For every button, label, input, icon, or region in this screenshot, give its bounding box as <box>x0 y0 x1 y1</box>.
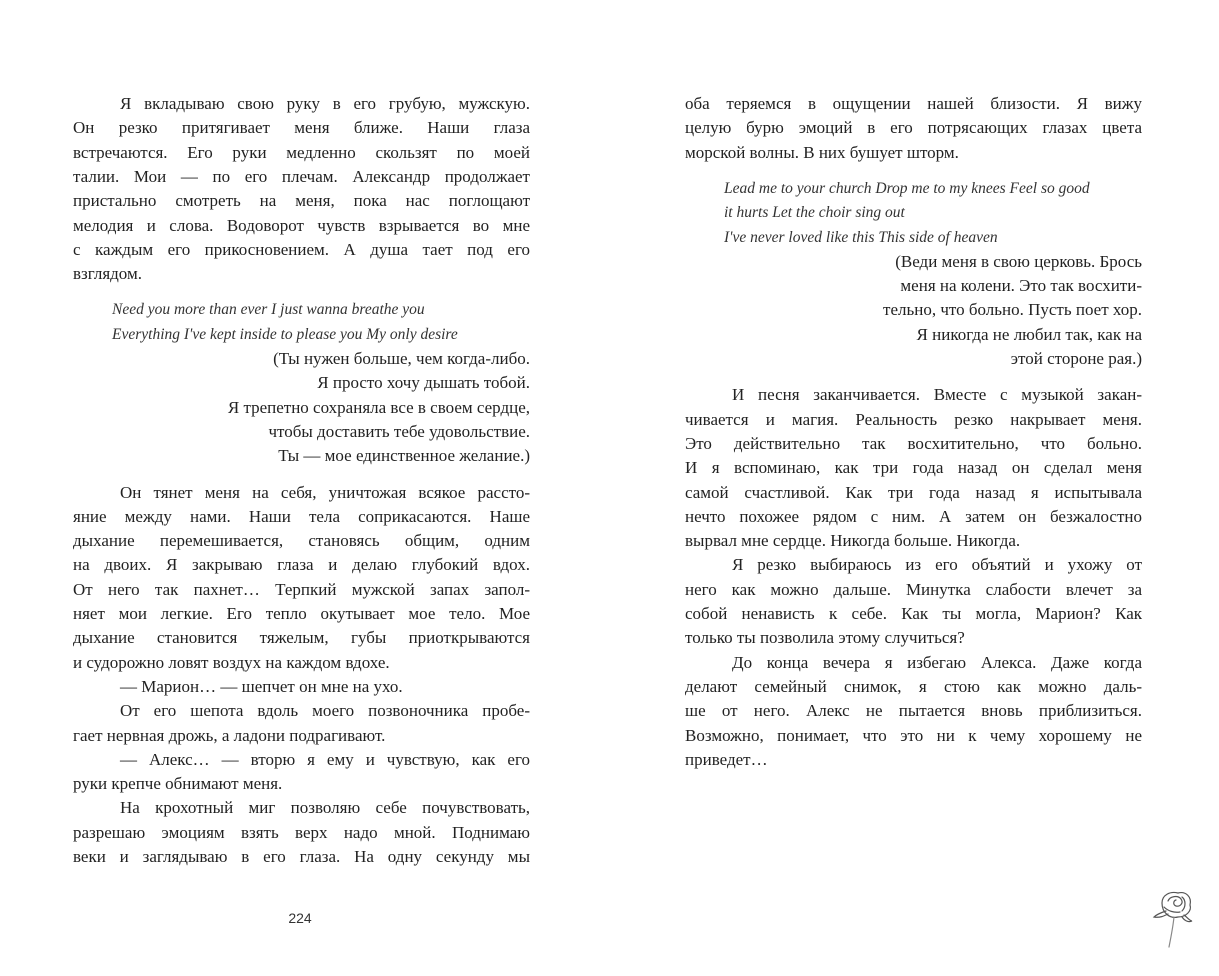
paragraph-line: талии. Мои — по его плечам. Александр продолжает <box>73 166 530 186</box>
translation-line: меня на колени. Это так восхити- <box>900 276 1142 296</box>
paragraph-line: Я резко выбираюсь из его объятий и ухожу от <box>732 555 1142 575</box>
paragraph-line: веки и заглядываю в его глаза. На одну секунду мы <box>73 847 530 866</box>
paragraph-line: — Алекс… — вторю я ему и чувствую, как его <box>120 749 530 769</box>
paragraph-line: самой счастливой. Как три года назад я испытывала <box>685 482 1142 502</box>
translation-line: Я трепетно сохраняла все в своем сердце, <box>227 397 530 417</box>
paragraph-line: Он резко притягивает меня ближе. Наши глаза <box>73 118 530 138</box>
rose-icon <box>1148 885 1198 949</box>
lyrics-line: I've never loved like this This side of heaven <box>724 228 998 246</box>
paragraph-line: целую бурю эмоций в его потрясающих глазах цвета <box>685 118 1142 138</box>
paragraph-line: с каждым его прикосновением. А душа тает под его <box>73 239 530 259</box>
paragraph-line: разрешаю эмоциям взять верх надо мной. Поднимаю <box>73 822 530 842</box>
paragraph-line: встречаются. Его руки медленно скользят по моей <box>73 142 530 162</box>
paragraph-line: на двоих. Я закрываю глаза и делаю глубокий вдох. <box>73 555 530 575</box>
paragraph-line: приведет… <box>685 749 768 769</box>
paragraph-line: делают семейный снимок, я стою как можно даль- <box>685 676 1142 696</box>
paragraph-line: Я вкладываю свою руку в его грубую, мужскую. <box>120 94 530 113</box>
paragraph-line: И песня заканчивается. Вместе с музыкой закан- <box>732 385 1142 405</box>
translation-line: этой стороне рая.) <box>1010 349 1142 368</box>
paragraph-line: нечто похожее рядом с ним. А затем он безжалостно <box>685 506 1142 526</box>
paragraph-line: пристально смотреть на меня, пока нас поглощают <box>73 191 530 211</box>
paragraph-line: Возможно, понимает, что это ни к чему хорошему не <box>685 725 1142 745</box>
paragraph-line: оба теряемся в ощущении нашей близости. Я вижу <box>685 94 1142 113</box>
lyrics-line: Need you more than ever I just wanna breathe you <box>112 301 425 319</box>
paragraph-line: дыхание становится тяжелым, губы приоткрываются <box>73 628 530 648</box>
translation-line: тельно, что больно. Пусть поет хор. <box>883 300 1142 320</box>
paragraph-line: Это действительно так восхитительно, что больно. <box>685 433 1142 453</box>
translation-line: Я просто хочу дышать тобой. <box>317 373 530 393</box>
lyrics-line: Lead me to your church Drop me to my knees Feel so good <box>724 179 1090 197</box>
paragraph-line: И я вспоминаю, как три года назад он сделал меня <box>685 458 1142 478</box>
paragraph-line: гает нервная дрожь, а ладони подрагивают. <box>73 725 386 745</box>
paragraph-line: От него так пахнет… Терпкий мужской запах запол- <box>73 579 530 599</box>
paragraph-line: чивается и магия. Реальность резко накрывает меня. <box>685 409 1142 429</box>
lyrics-line: it hurts Let the choir sing out <box>724 204 905 222</box>
paragraph-line: яние между нами. Наши тела соприкасаются. Наше <box>73 506 530 526</box>
translation-line: чтобы доставить тебе удовольствие. <box>268 421 530 441</box>
paragraph-line: няет мои легкие. Его тепло окутывает мое тело. Мое <box>73 604 530 623</box>
paragraph-line: морской волны. В них бушует шторм. <box>685 142 959 162</box>
translation-line: Я никогда не любил так, как на <box>916 324 1142 344</box>
paragraph-line: От его шепота вдоль моего позвоночника пробе- <box>120 701 530 721</box>
lyrics-line: Everything I've kept inside to please you My only desire <box>112 325 458 343</box>
paragraph-line: Он тянет меня на себя, уничтожая всякое рассто- <box>120 482 530 502</box>
paragraph-line: него как можно дальше. Минутка слабости влечет за <box>685 579 1142 599</box>
page-number: 224 <box>288 910 312 926</box>
paragraph-line: До конца вечера я избегаю Алекса. Даже когда <box>732 652 1142 672</box>
paragraph-line: собой ненависть к себе. Как ты могла, Марион? Как <box>685 604 1142 623</box>
translation-line: Ты — мое единственное желание.) <box>278 446 530 466</box>
paragraph-line: руки крепче обнимают меня. <box>73 774 283 794</box>
translation-line: (Веди меня в свою церковь. Брось <box>895 251 1142 271</box>
paragraph-line: На крохотный миг позволяю себе почувствовать, <box>120 798 530 818</box>
paragraph-line: только ты позволила этому случиться? <box>685 628 965 648</box>
translation-line: (Ты нужен больше, чем когда-либо. <box>273 349 530 368</box>
paragraph-line: взглядом. <box>73 264 142 284</box>
paragraph-line: — Марион… — шепчет он мне на ухо. <box>120 676 403 696</box>
paragraph-line: и судорожно ловят воздух на каждом вдохе. <box>73 652 390 672</box>
paragraph-line: ше от него. Алекс не пытается вновь приблизиться. <box>685 701 1142 721</box>
paragraph-line: мелодия и слова. Водоворот чувств взрывается во мне <box>73 215 530 235</box>
paragraph-line: дыхание перемешивается, становясь общим, одним <box>73 531 530 551</box>
paragraph-line: вырвал мне сердце. Никогда больше. Никогда. <box>685 531 1021 551</box>
